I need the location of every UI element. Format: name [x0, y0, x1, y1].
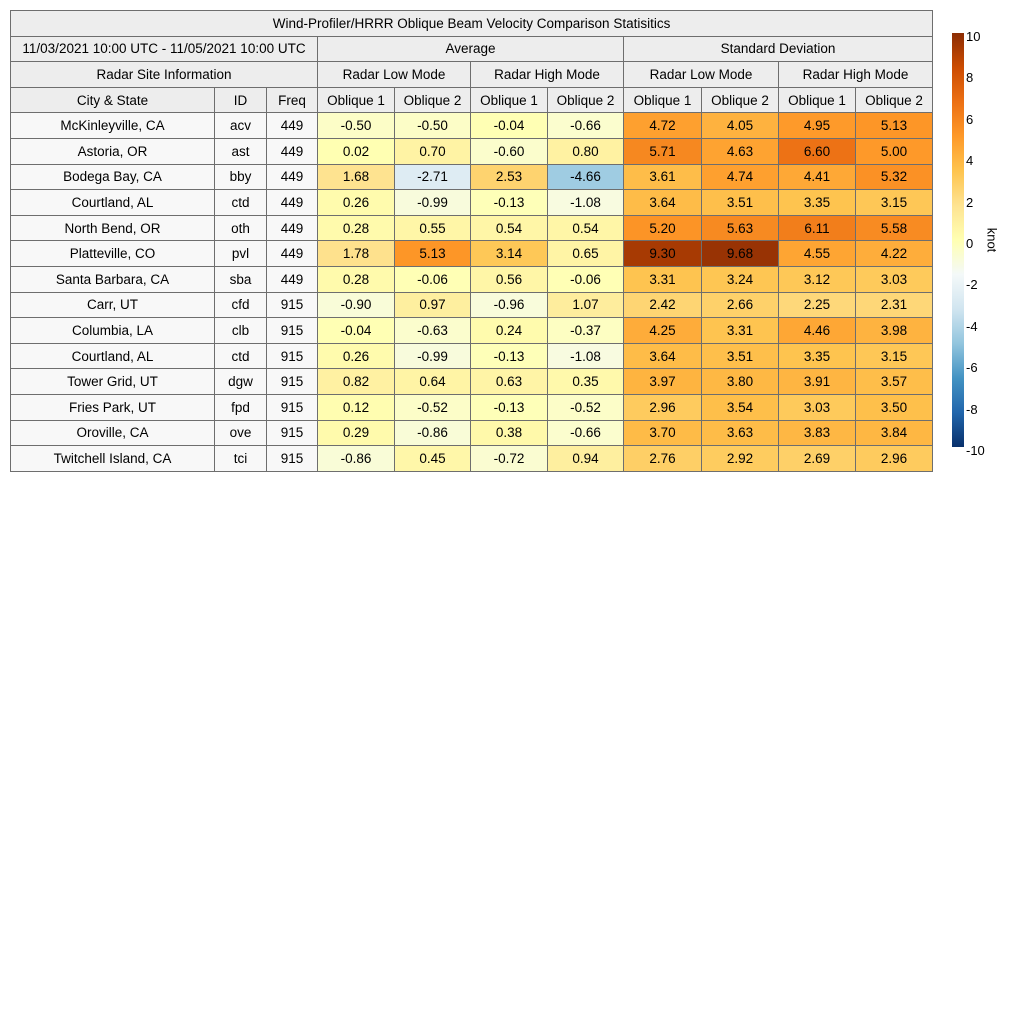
average-value-cell: 1.07: [548, 292, 624, 318]
city-state-cell: Courtland, AL: [11, 190, 215, 216]
average-value-cell: 0.63: [471, 369, 548, 395]
site-id-cell: ctd: [215, 190, 267, 216]
average-value-cell: -0.06: [395, 266, 471, 292]
column-header-id: ID: [215, 87, 267, 113]
site-id-cell: dgw: [215, 369, 267, 395]
colorbar-tick-label: 8: [966, 70, 974, 86]
std-dev-value-cell: 2.31: [856, 292, 933, 318]
colorbar-tick-label: -2: [966, 277, 978, 293]
std-dev-value-cell: 3.51: [702, 190, 779, 216]
city-state-cell: Tower Grid, UT: [11, 369, 215, 395]
colorbar-tick-label: -10: [966, 443, 985, 458]
table-row: [11, 266, 933, 292]
table-title: Wind-Profiler/HRRR Oblique Beam Velocity Comparison Statisitics: [11, 11, 933, 37]
average-value-cell: 0.24: [471, 318, 548, 344]
average-value-cell: 0.56: [471, 266, 548, 292]
std-dev-value-cell: 3.03: [779, 394, 856, 420]
average-value-cell: -0.86: [318, 446, 395, 472]
freq-cell: 915: [267, 394, 318, 420]
average-value-cell: 0.80: [548, 138, 624, 164]
std-dev-value-cell: 3.97: [624, 369, 702, 395]
average-value-cell: -4.66: [548, 164, 624, 190]
average-value-cell: -0.86: [395, 420, 471, 446]
average-value-cell: 1.78: [318, 241, 395, 267]
group-header-average: Average: [318, 36, 624, 62]
std-dev-value-cell: 3.64: [624, 343, 702, 369]
table-row: [11, 164, 933, 190]
average-value-cell: -0.37: [548, 318, 624, 344]
group-header-standard-deviation: Standard Deviation: [624, 36, 933, 62]
std-dev-value-cell: 6.60: [779, 138, 856, 164]
average-value-cell: 0.54: [471, 215, 548, 241]
freq-cell: 915: [267, 446, 318, 472]
average-value-cell: -0.52: [395, 394, 471, 420]
std-dev-value-cell: 9.68: [702, 241, 779, 267]
average-value-cell: -2.71: [395, 164, 471, 190]
average-value-cell: -0.63: [395, 318, 471, 344]
average-value-cell: -0.99: [395, 343, 471, 369]
average-value-cell: -0.50: [395, 113, 471, 139]
std-dev-value-cell: 3.15: [856, 190, 933, 216]
std-dev-value-cell: 6.11: [779, 215, 856, 241]
std-dev-value-cell: 2.69: [779, 446, 856, 472]
std-dev-value-cell: 3.63: [702, 420, 779, 446]
colorbar-tick-label: 6: [966, 111, 974, 127]
std-dev-value-cell: 5.63: [702, 215, 779, 241]
column-header-freq: Freq: [267, 87, 318, 113]
site-id-cell: fpd: [215, 394, 267, 420]
std-dev-value-cell: 5.13: [856, 113, 933, 139]
average-value-cell: -0.13: [471, 394, 548, 420]
std-dev-value-cell: 3.83: [779, 420, 856, 446]
average-value-cell: 0.97: [395, 292, 471, 318]
freq-cell: 449: [267, 138, 318, 164]
average-value-cell: 0.82: [318, 369, 395, 395]
std-dev-value-cell: 2.92: [702, 446, 779, 472]
average-value-cell: 0.26: [318, 343, 395, 369]
beam-header: Oblique 1: [624, 87, 702, 113]
site-id-cell: ast: [215, 138, 267, 164]
average-value-cell: -0.06: [548, 266, 624, 292]
freq-cell: 449: [267, 164, 318, 190]
table-row: [11, 113, 933, 139]
std-dev-value-cell: 2.66: [702, 292, 779, 318]
average-value-cell: 0.55: [395, 215, 471, 241]
city-state-cell: Fries Park, UT: [11, 394, 215, 420]
beam-header: Oblique 2: [548, 87, 624, 113]
average-value-cell: 2.53: [471, 164, 548, 190]
std-dev-value-cell: 4.22: [856, 241, 933, 267]
colorbar-tick-label: 10: [966, 29, 981, 44]
beam-header: Oblique 1: [318, 87, 395, 113]
site-id-cell: bby: [215, 164, 267, 190]
average-value-cell: 3.14: [471, 241, 548, 267]
std-dev-value-cell: 3.91: [779, 369, 856, 395]
city-state-cell: Carr, UT: [11, 292, 215, 318]
std-dev-value-cell: 3.80: [702, 369, 779, 395]
std-dev-value-cell: 2.96: [856, 446, 933, 472]
std-dev-value-cell: 3.15: [856, 343, 933, 369]
average-value-cell: -0.90: [318, 292, 395, 318]
site-id-cell: clb: [215, 318, 267, 344]
std-dev-value-cell: 4.41: [779, 164, 856, 190]
average-value-cell: 0.38: [471, 420, 548, 446]
site-info-header: Radar Site Information: [11, 62, 318, 88]
mode-header-std-high: Radar High Mode: [779, 62, 933, 88]
average-value-cell: 1.68: [318, 164, 395, 190]
std-dev-value-cell: 3.54: [702, 394, 779, 420]
colorbar-tick-label: -8: [966, 401, 978, 417]
average-value-cell: 5.13: [395, 241, 471, 267]
table-row: [11, 241, 933, 267]
city-state-cell: Bodega Bay, CA: [11, 164, 215, 190]
beam-header: Oblique 1: [779, 87, 856, 113]
average-value-cell: -1.08: [548, 343, 624, 369]
std-dev-value-cell: 3.03: [856, 266, 933, 292]
city-state-cell: Platteville, CO: [11, 241, 215, 267]
beam-header: Oblique 1: [471, 87, 548, 113]
freq-cell: 449: [267, 190, 318, 216]
average-value-cell: 0.45: [395, 446, 471, 472]
average-value-cell: -0.99: [395, 190, 471, 216]
city-state-cell: Oroville, CA: [11, 420, 215, 446]
average-value-cell: -0.60: [471, 138, 548, 164]
average-value-cell: -0.66: [548, 420, 624, 446]
table-row: [11, 420, 933, 446]
average-value-cell: 0.02: [318, 138, 395, 164]
freq-cell: 915: [267, 369, 318, 395]
std-dev-value-cell: 5.00: [856, 138, 933, 164]
colorbar-tick-label: -6: [966, 360, 978, 376]
site-id-cell: sba: [215, 266, 267, 292]
average-value-cell: 0.26: [318, 190, 395, 216]
colorbar-tick-label: -4: [966, 318, 978, 334]
date-range: 11/03/2021 10:00 UTC - 11/05/2021 10:00 UTC: [11, 36, 318, 62]
average-value-cell: 0.29: [318, 420, 395, 446]
std-dev-value-cell: 3.50: [856, 394, 933, 420]
std-dev-value-cell: 3.51: [702, 343, 779, 369]
average-value-cell: 0.70: [395, 138, 471, 164]
beam-header: Oblique 2: [702, 87, 779, 113]
std-dev-value-cell: 3.24: [702, 266, 779, 292]
table-row: [11, 394, 933, 420]
std-dev-value-cell: 4.46: [779, 318, 856, 344]
std-dev-value-cell: 9.30: [624, 241, 702, 267]
city-state-cell: North Bend, OR: [11, 215, 215, 241]
freq-cell: 449: [267, 215, 318, 241]
beam-header: Oblique 2: [856, 87, 933, 113]
std-dev-value-cell: 3.12: [779, 266, 856, 292]
site-id-cell: oth: [215, 215, 267, 241]
average-value-cell: -0.72: [471, 446, 548, 472]
average-value-cell: 0.28: [318, 266, 395, 292]
freq-cell: 915: [267, 318, 318, 344]
std-dev-value-cell: 4.63: [702, 138, 779, 164]
site-id-cell: cfd: [215, 292, 267, 318]
colorbar-label: knot: [984, 227, 1000, 253]
mode-header-avg-low: Radar Low Mode: [318, 62, 471, 88]
std-dev-value-cell: 3.70: [624, 420, 702, 446]
colorbar: [952, 33, 964, 447]
std-dev-value-cell: 3.64: [624, 190, 702, 216]
average-value-cell: -0.13: [471, 190, 548, 216]
std-dev-value-cell: 3.31: [624, 266, 702, 292]
average-value-cell: 0.65: [548, 241, 624, 267]
average-value-cell: 0.54: [548, 215, 624, 241]
std-dev-value-cell: 4.95: [779, 113, 856, 139]
std-dev-value-cell: 5.71: [624, 138, 702, 164]
std-dev-value-cell: 3.31: [702, 318, 779, 344]
std-dev-value-cell: 4.05: [702, 113, 779, 139]
average-value-cell: 0.35: [548, 369, 624, 395]
freq-cell: 449: [267, 241, 318, 267]
std-dev-value-cell: 3.35: [779, 190, 856, 216]
site-id-cell: acv: [215, 113, 267, 139]
city-state-cell: Courtland, AL: [11, 343, 215, 369]
table-row: [11, 190, 933, 216]
freq-cell: 915: [267, 420, 318, 446]
freq-cell: 915: [267, 292, 318, 318]
std-dev-value-cell: 2.25: [779, 292, 856, 318]
average-value-cell: 0.12: [318, 394, 395, 420]
average-value-cell: -1.08: [548, 190, 624, 216]
table-row: [11, 343, 933, 369]
average-value-cell: 0.94: [548, 446, 624, 472]
site-id-cell: ove: [215, 420, 267, 446]
std-dev-value-cell: 2.42: [624, 292, 702, 318]
freq-cell: 449: [267, 266, 318, 292]
velocity-statistics-table: [10, 10, 933, 472]
table-row: [11, 292, 933, 318]
column-header-city-state: City & State: [11, 87, 215, 113]
colorbar-tick-label: 4: [966, 153, 974, 169]
std-dev-value-cell: 3.35: [779, 343, 856, 369]
std-dev-value-cell: 5.32: [856, 164, 933, 190]
mode-header-avg-high: Radar High Mode: [471, 62, 624, 88]
city-state-cell: Astoria, OR: [11, 138, 215, 164]
table-row: [11, 215, 933, 241]
average-value-cell: -0.13: [471, 343, 548, 369]
beam-header: Oblique 2: [395, 87, 471, 113]
city-state-cell: Santa Barbara, CA: [11, 266, 215, 292]
city-state-cell: Columbia, LA: [11, 318, 215, 344]
colorbar-tick-label: 2: [966, 194, 974, 210]
site-id-cell: tci: [215, 446, 267, 472]
std-dev-value-cell: 3.98: [856, 318, 933, 344]
std-dev-value-cell: 4.74: [702, 164, 779, 190]
std-dev-value-cell: 3.57: [856, 369, 933, 395]
table-body: [11, 113, 933, 471]
table-row: [11, 446, 933, 472]
std-dev-value-cell: 4.72: [624, 113, 702, 139]
average-value-cell: -0.04: [318, 318, 395, 344]
average-value-cell: -0.66: [548, 113, 624, 139]
colorbar-tick-label: 0: [966, 236, 974, 251]
std-dev-value-cell: 4.25: [624, 318, 702, 344]
average-value-cell: 0.28: [318, 215, 395, 241]
city-state-cell: Twitchell Island, CA: [11, 446, 215, 472]
std-dev-value-cell: 2.76: [624, 446, 702, 472]
std-dev-value-cell: 5.20: [624, 215, 702, 241]
std-dev-value-cell: 2.96: [624, 394, 702, 420]
freq-cell: 449: [267, 113, 318, 139]
mode-header-std-low: Radar Low Mode: [624, 62, 779, 88]
site-id-cell: pvl: [215, 241, 267, 267]
table-row: [11, 138, 933, 164]
std-dev-value-cell: 3.61: [624, 164, 702, 190]
average-value-cell: 0.64: [395, 369, 471, 395]
std-dev-value-cell: 4.55: [779, 241, 856, 267]
table-row: [11, 318, 933, 344]
average-value-cell: -0.04: [471, 113, 548, 139]
average-value-cell: -0.52: [548, 394, 624, 420]
average-value-cell: -0.96: [471, 292, 548, 318]
average-value-cell: -0.50: [318, 113, 395, 139]
std-dev-value-cell: 3.84: [856, 420, 933, 446]
std-dev-value-cell: 5.58: [856, 215, 933, 241]
site-id-cell: ctd: [215, 343, 267, 369]
freq-cell: 915: [267, 343, 318, 369]
table-row: [11, 369, 933, 395]
city-state-cell: McKinleyville, CA: [11, 113, 215, 139]
